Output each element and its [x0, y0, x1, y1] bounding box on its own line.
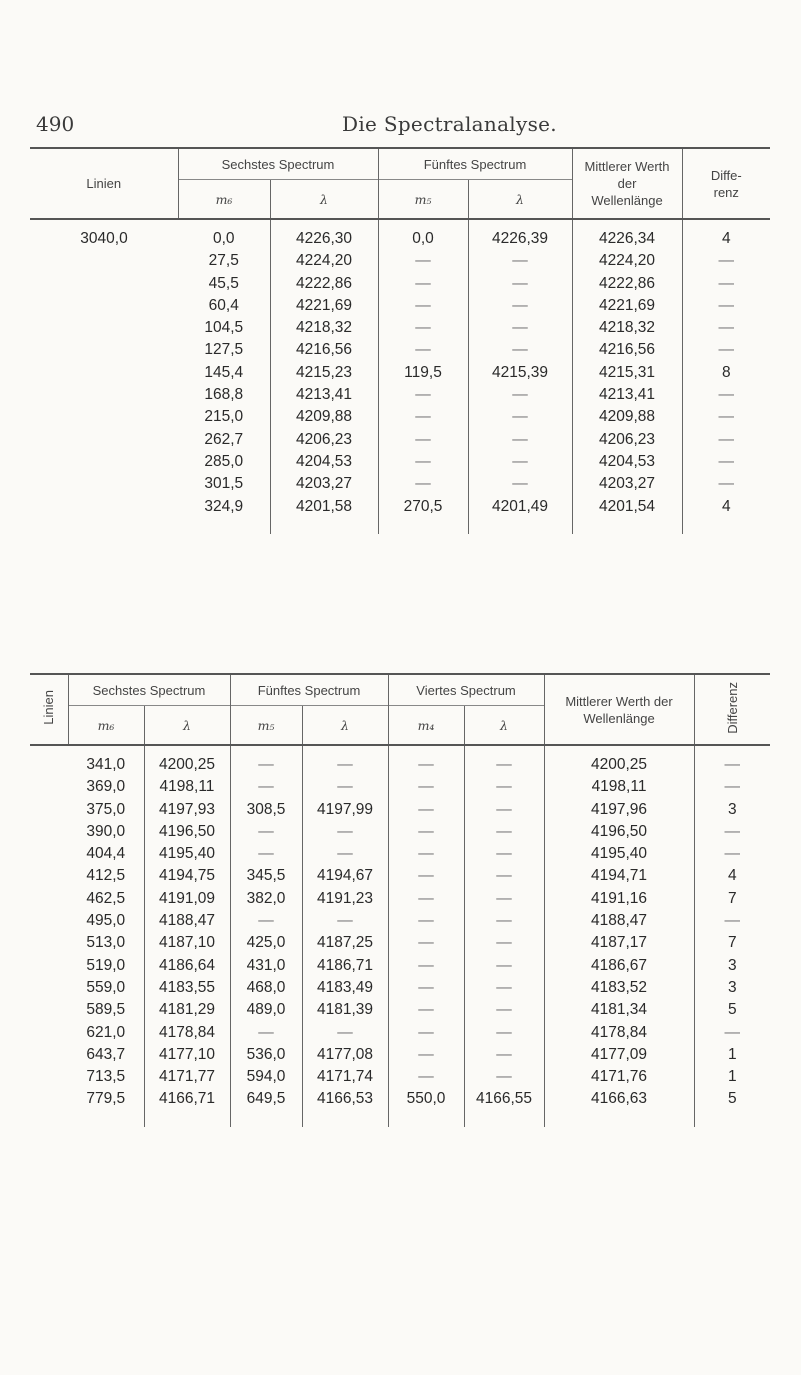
cell-diff: —: [682, 473, 770, 495]
cell-l5: —: [302, 776, 388, 798]
cell-l5: —: [468, 273, 572, 295]
cell-l5: 4171,74: [302, 1066, 388, 1088]
table-row: [30, 1044, 770, 1066]
cell-m5: 431,0: [230, 955, 302, 977]
cell-m6: 559,0: [86, 978, 126, 996]
cell-l5: 4215,39: [468, 362, 572, 384]
cell-l6: 4222,86: [270, 273, 378, 295]
cell-m5: —: [378, 339, 468, 361]
cell-l6: 4186,64: [144, 955, 230, 977]
cell-m5: —: [378, 295, 468, 317]
table-row: [30, 932, 770, 954]
cell-l5: 4187,25: [302, 932, 388, 954]
cell-mean: 4221,69: [572, 295, 682, 317]
cell-line: [30, 250, 178, 272]
cell-m4: —: [388, 865, 464, 887]
cell-m5: 382,0: [230, 888, 302, 910]
cell-l5: —: [468, 451, 572, 473]
cell-line: 3040,0: [80, 230, 128, 247]
cell-m6: 45,5: [208, 274, 239, 292]
cell-m6: 27,5: [208, 252, 239, 270]
table-row: [30, 273, 770, 295]
cell-l5: —: [302, 745, 388, 776]
cell-diff: 5: [694, 999, 770, 1021]
cell-l6: 4187,10: [144, 932, 230, 954]
cell-m4: —: [388, 745, 464, 776]
page-header: [36, 112, 766, 142]
cell-m4: —: [388, 910, 464, 932]
cell-mean: 4204,53: [572, 451, 682, 473]
cell-m5: —: [378, 384, 468, 406]
cell-line: [30, 473, 178, 495]
cell-m6: 519,0: [86, 956, 126, 974]
cell-m6: 341,0: [86, 756, 126, 773]
header-fourth-spectrum: Viertes Spectrum: [388, 674, 544, 706]
table-row: [30, 776, 770, 798]
cell-m4: —: [388, 799, 464, 821]
cell-l5: 4194,67: [302, 865, 388, 887]
cell-l5: 4197,99: [302, 799, 388, 821]
cell-m4: —: [388, 999, 464, 1021]
cell-l4: —: [464, 776, 544, 798]
cell-m4: —: [388, 1044, 464, 1066]
cell-diff: 8: [682, 362, 770, 384]
cell-m6: 462,5: [86, 889, 126, 907]
cell-l6: 4194,75: [144, 865, 230, 887]
cell-m5: —: [378, 429, 468, 451]
cell-m6: 145,4: [204, 363, 244, 381]
cell-diff: —: [694, 745, 770, 776]
cell-l6: 4224,20: [270, 250, 378, 272]
table-row: [30, 1066, 770, 1088]
cell-diff: —: [694, 843, 770, 865]
cell-m6: 495,0: [86, 912, 126, 930]
table-row: [30, 384, 770, 406]
cell-m6: 0,0: [212, 230, 235, 247]
cell-l5: 4183,49: [302, 977, 388, 999]
cell-line: [30, 451, 178, 473]
cell-line_blank: [30, 1066, 68, 1088]
cell-mean: 4222,86: [572, 273, 682, 295]
cell-m6: 215,0: [204, 408, 244, 426]
cell-l6: 4197,93: [144, 799, 230, 821]
cell-l6: 4209,88: [270, 406, 378, 428]
cell-m5: —: [378, 406, 468, 428]
table-row: [30, 496, 770, 534]
header-lines: [30, 674, 68, 745]
header-sixth-spectrum: Sechstes Spectrum: [68, 674, 230, 706]
header-lambda-4: λ: [464, 706, 544, 746]
cell-line_blank: [30, 999, 68, 1021]
cell-l6: 4213,41: [270, 384, 378, 406]
cell-m4: 550,0: [388, 1088, 464, 1126]
cell-m5: —: [230, 910, 302, 932]
cell-mean: 4171,76: [544, 1066, 694, 1088]
spectrum-table-2: [30, 673, 770, 1127]
cell-l5: 4181,39: [302, 999, 388, 1021]
header-lambda-5: λ: [302, 706, 388, 746]
cell-l6: 4181,29: [144, 999, 230, 1021]
cell-mean: 4215,31: [572, 362, 682, 384]
cell-l6: 4191,09: [144, 888, 230, 910]
cell-line_blank: [30, 1022, 68, 1044]
cell-m4: —: [388, 932, 464, 954]
table-row: [30, 451, 770, 473]
cell-m6: 262,7: [204, 430, 244, 448]
cell-l4: —: [464, 843, 544, 865]
cell-m5: 308,5: [230, 799, 302, 821]
cell-mean: 4177,09: [544, 1044, 694, 1066]
cell-mean: 4166,63: [544, 1088, 694, 1126]
cell-line: [30, 384, 178, 406]
cell-l6: 4188,47: [144, 910, 230, 932]
cell-m4: —: [388, 1022, 464, 1044]
cell-diff: 3: [694, 955, 770, 977]
cell-l4: —: [464, 910, 544, 932]
table-row: [30, 821, 770, 843]
cell-l6: 4206,23: [270, 429, 378, 451]
cell-m6: 375,0: [86, 800, 126, 818]
cell-line_blank: [30, 1088, 68, 1126]
cell-diff: —: [682, 295, 770, 317]
cell-m5: 536,0: [230, 1044, 302, 1066]
cell-l6: 4196,50: [144, 821, 230, 843]
cell-diff: —: [682, 451, 770, 473]
cell-m5: 270,5: [378, 496, 468, 534]
cell-l6: 4200,25: [144, 745, 230, 776]
header-mean-wavelength: Mittlerer Werth der Wellenlänge: [572, 148, 682, 219]
cell-mean: 4191,16: [544, 888, 694, 910]
cell-l6: 4226,30: [270, 219, 378, 250]
table-row: [30, 429, 770, 451]
cell-mean: 4216,56: [572, 339, 682, 361]
cell-l5: 4201,49: [468, 496, 572, 534]
cell-m5: 345,5: [230, 865, 302, 887]
cell-diff: —: [682, 406, 770, 428]
cell-l6: 4183,55: [144, 977, 230, 999]
cell-m5: 119,5: [378, 362, 468, 384]
cell-line_blank: [30, 888, 68, 910]
cell-diff: —: [694, 821, 770, 843]
table-row: [30, 295, 770, 317]
cell-l6: 4203,27: [270, 473, 378, 495]
cell-l6: 4218,32: [270, 317, 378, 339]
cell-l4: —: [464, 821, 544, 843]
cell-mean: 4194,71: [544, 865, 694, 887]
cell-diff: 3: [694, 799, 770, 821]
table-row: [30, 362, 770, 384]
cell-m6: 324,9: [204, 497, 244, 515]
cell-diff: —: [694, 910, 770, 932]
cell-m6: 127,5: [204, 341, 244, 359]
cell-diff: 1: [694, 1066, 770, 1088]
table-row: [30, 219, 770, 250]
header-difference: Diffe- renz: [682, 148, 770, 219]
header-lines-label: Linien: [41, 690, 57, 725]
cell-l5: 4177,08: [302, 1044, 388, 1066]
cell-m5: 489,0: [230, 999, 302, 1021]
cell-diff: 5: [694, 1088, 770, 1126]
cell-mean: 4178,84: [544, 1022, 694, 1044]
cell-mean: 4187,17: [544, 932, 694, 954]
table-row: [30, 1022, 770, 1044]
cell-m4: —: [388, 843, 464, 865]
header-m4: m₄: [388, 706, 464, 746]
table-row: [30, 977, 770, 999]
cell-l4: —: [464, 977, 544, 999]
cell-line: [30, 295, 178, 317]
cell-line_blank: [30, 865, 68, 887]
cell-diff: —: [682, 429, 770, 451]
cell-line_blank: [30, 1044, 68, 1066]
cell-diff: 7: [694, 888, 770, 910]
cell-l5: —: [302, 1022, 388, 1044]
cell-diff: —: [682, 317, 770, 339]
header-m5: m₅: [230, 706, 302, 746]
cell-l5: —: [468, 317, 572, 339]
cell-line: [30, 273, 178, 295]
cell-diff: 4: [694, 865, 770, 887]
cell-m6: 621,0: [86, 1023, 126, 1041]
cell-m4: —: [388, 888, 464, 910]
cell-l6: 4166,71: [144, 1088, 230, 1126]
header-m6: m₆: [178, 180, 270, 220]
cell-m6: 369,0: [86, 778, 126, 796]
cell-m6: 285,0: [204, 452, 244, 470]
cell-l6: 4171,77: [144, 1066, 230, 1088]
cell-l4: —: [464, 955, 544, 977]
cell-line: [30, 406, 178, 428]
cell-mean: 4181,34: [544, 999, 694, 1021]
table-row: [30, 799, 770, 821]
cell-mean: 4186,67: [544, 955, 694, 977]
cell-m6: 412,5: [86, 867, 126, 885]
cell-diff: 7: [694, 932, 770, 954]
cell-m4: —: [388, 776, 464, 798]
table-row: [30, 339, 770, 361]
cell-diff: —: [682, 250, 770, 272]
page-number: 490: [36, 112, 75, 136]
header-fifth-spectrum: Fünftes Spectrum: [230, 674, 388, 706]
cell-l5: —: [302, 821, 388, 843]
cell-l5: —: [302, 910, 388, 932]
cell-line_blank: [30, 932, 68, 954]
running-title: Die Spectralanalyse.: [342, 112, 557, 136]
cell-l5: —: [468, 406, 572, 428]
cell-diff: 1: [694, 1044, 770, 1066]
table-row: [30, 888, 770, 910]
cell-mean: 4188,47: [544, 910, 694, 932]
cell-mean: 4206,23: [572, 429, 682, 451]
cell-diff: 4: [682, 496, 770, 534]
cell-m5: 468,0: [230, 977, 302, 999]
cell-m6: 643,7: [86, 1045, 126, 1063]
cell-l4: —: [464, 799, 544, 821]
cell-mean: 4203,27: [572, 473, 682, 495]
table-row: [30, 1088, 770, 1126]
cell-l5: —: [468, 250, 572, 272]
table-row: [30, 865, 770, 887]
cell-l5: —: [302, 843, 388, 865]
header-mean-wavelength: Mittlerer Werth der Wellenlänge: [544, 674, 694, 745]
cell-l6: 4178,84: [144, 1022, 230, 1044]
cell-mean: 4200,25: [544, 745, 694, 776]
cell-m5: 594,0: [230, 1066, 302, 1088]
table-row: [30, 473, 770, 495]
cell-line: [30, 362, 178, 384]
cell-m5: —: [378, 317, 468, 339]
cell-m6: 513,0: [86, 934, 126, 952]
header-difference-label: Differenz: [724, 681, 740, 734]
cell-mean: 4183,52: [544, 977, 694, 999]
cell-l5: —: [468, 295, 572, 317]
cell-m4: —: [388, 821, 464, 843]
cell-m5: —: [378, 250, 468, 272]
cell-diff: —: [694, 1022, 770, 1044]
cell-m5: —: [378, 273, 468, 295]
cell-l5: —: [468, 429, 572, 451]
cell-mean: 4196,50: [544, 821, 694, 843]
cell-l6: 4216,56: [270, 339, 378, 361]
cell-line: [30, 496, 178, 534]
cell-l6: 4201,58: [270, 496, 378, 534]
cell-l4: —: [464, 932, 544, 954]
cell-m4: —: [388, 1066, 464, 1088]
cell-l6: 4215,23: [270, 362, 378, 384]
cell-l6: 4198,11: [144, 776, 230, 798]
cell-l6: 4195,40: [144, 843, 230, 865]
header-m5: m₅: [378, 180, 468, 220]
table-row: [30, 843, 770, 865]
cell-mean: 4195,40: [544, 843, 694, 865]
table-row: [30, 250, 770, 272]
cell-l6: 4221,69: [270, 295, 378, 317]
header-lines: Linien: [30, 148, 178, 219]
cell-diff: —: [682, 384, 770, 406]
cell-m6: 404,4: [86, 845, 126, 863]
cell-line: [30, 317, 178, 339]
cell-m6: 301,5: [204, 475, 244, 493]
cell-l4: —: [464, 888, 544, 910]
cell-m5: 0,0: [378, 219, 468, 250]
cell-l4: —: [464, 865, 544, 887]
table-row: [30, 910, 770, 932]
cell-m5: 425,0: [230, 932, 302, 954]
cell-m6: 589,5: [86, 1001, 126, 1019]
cell-m5: —: [378, 451, 468, 473]
cell-l4: —: [464, 745, 544, 776]
cell-l4: 4166,55: [464, 1088, 544, 1126]
cell-mean: 4197,96: [544, 799, 694, 821]
cell-m5: —: [230, 821, 302, 843]
cell-diff: —: [682, 273, 770, 295]
cell-l6: 4177,10: [144, 1044, 230, 1066]
cell-mean: 4226,34: [572, 219, 682, 250]
cell-line: [30, 429, 178, 451]
cell-m6: 104,5: [204, 319, 244, 337]
cell-diff: 4: [682, 219, 770, 250]
cell-l5: —: [468, 339, 572, 361]
cell-m6: 779,5: [86, 1090, 126, 1108]
cell-m5: —: [230, 843, 302, 865]
cell-diff: —: [682, 339, 770, 361]
cell-mean: 4213,41: [572, 384, 682, 406]
cell-l4: —: [464, 999, 544, 1021]
cell-mean: 4201,54: [572, 496, 682, 534]
cell-m5: —: [378, 473, 468, 495]
table-row: [30, 999, 770, 1021]
cell-m5: —: [230, 745, 302, 776]
cell-line_blank: [30, 745, 68, 776]
cell-line_blank: [30, 955, 68, 977]
cell-m6: 60,4: [208, 296, 239, 314]
cell-l4: —: [464, 1066, 544, 1088]
cell-mean: 4209,88: [572, 406, 682, 428]
cell-l5: —: [468, 473, 572, 495]
header-fifth-spectrum: Fünftes Spectrum: [378, 148, 572, 180]
header-m6: m₆: [68, 706, 144, 746]
header-lambda-6: λ: [270, 180, 378, 220]
cell-line_blank: [30, 977, 68, 999]
cell-diff: —: [694, 776, 770, 798]
cell-l5: 4191,23: [302, 888, 388, 910]
spectrum-table-1: [30, 147, 770, 534]
table-row: [30, 317, 770, 339]
cell-l5: 4226,39: [468, 219, 572, 250]
header-lambda-5: λ: [468, 180, 572, 220]
cell-l6: 4204,53: [270, 451, 378, 473]
header-sixth-spectrum: Sechstes Spectrum: [178, 148, 378, 180]
cell-mean: 4224,20: [572, 250, 682, 272]
table-row: [30, 955, 770, 977]
cell-l5: —: [468, 384, 572, 406]
cell-line_blank: [30, 799, 68, 821]
cell-mean: 4198,11: [544, 776, 694, 798]
table-row: [30, 745, 770, 776]
table-row: [30, 406, 770, 428]
cell-line_blank: [30, 821, 68, 843]
cell-line_blank: [30, 843, 68, 865]
cell-m6: 390,0: [86, 822, 126, 840]
cell-l5: 4186,71: [302, 955, 388, 977]
cell-m5: 649,5: [230, 1088, 302, 1126]
cell-m5: —: [230, 776, 302, 798]
cell-line_blank: [30, 910, 68, 932]
cell-l5: 4166,53: [302, 1088, 388, 1126]
cell-line_blank: [30, 776, 68, 798]
cell-l4: —: [464, 1022, 544, 1044]
header-difference: [694, 674, 770, 745]
cell-m6: 713,5: [86, 1068, 126, 1086]
cell-m4: —: [388, 977, 464, 999]
cell-m6: 168,8: [204, 386, 244, 404]
cell-mean: 4218,32: [572, 317, 682, 339]
header-lambda-6: λ: [144, 706, 230, 746]
cell-diff: 3: [694, 977, 770, 999]
cell-line: [30, 339, 178, 361]
cell-m5: —: [230, 1022, 302, 1044]
cell-m4: —: [388, 955, 464, 977]
cell-l4: —: [464, 1044, 544, 1066]
